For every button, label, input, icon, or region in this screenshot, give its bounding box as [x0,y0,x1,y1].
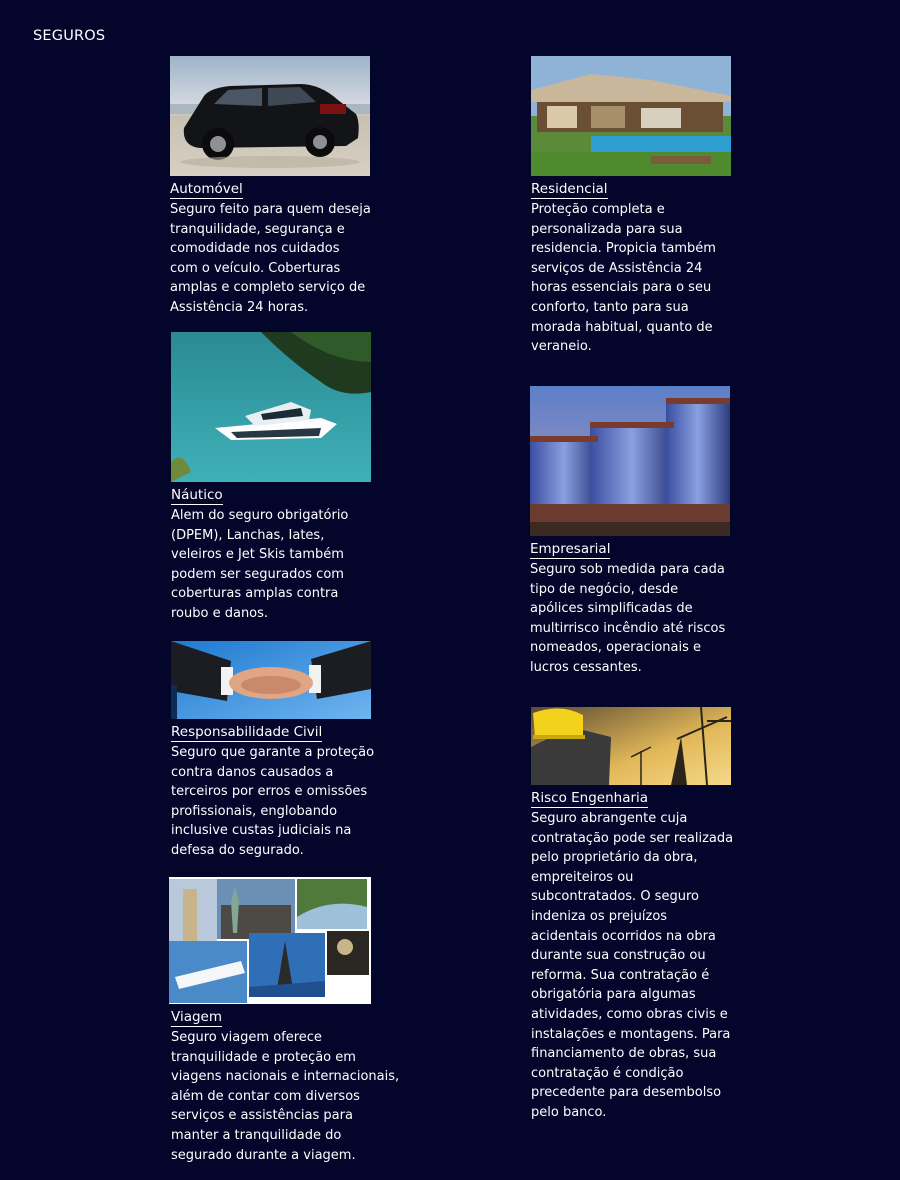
card-title-nautico[interactable]: Náutico [171,487,223,503]
card-description-risco-engenharia: Seguro abrangente cuja contratação pode ser realizada pelo proprietário da obra, empreiteiros ou subcontratados. O seguro indeniza os prejuízos acidentais ocorridos na obra durante sua construção ou reforma. Sua contratação é obrigatória para algumas atividades, como obras civis e instalações e montagens. Para financiamento de obras, sua contratação é condição precedente para desembolso pelo banco. [531,811,734,1120]
card-description-viagem: Seguro viagem oferece tranquilidade e proteção em viagens nacionais e internacionais, além de contar com diversos serviços e assistências para manter a tranquilidade do segurado durante a viagem. [171,1030,400,1163]
card-description-empresarial: Seguro sob medida para cada tipo de negócio, desde apólices simplificadas de multirrisco incêndio até riscos nomeados, operacionais e lucros cessantes. [530,562,726,675]
card-nautico [171,332,401,624]
office-building-photo [530,386,730,536]
card-description-residencial: Proteção completa e personalizada para sua residencia. Propicia também serviços de Assistência 24 horas essenciais para o seu conforto, tanto para sua morada habitual, quanto de veraneio. [531,202,716,355]
card-description-automovel: Seguro feito para quem deseja tranquilidade, segurança e comodidade nos cuidados com o veículo. Coberturas amplas e completo serviço de Assistência 24 horas. [170,202,371,315]
handshake-photo [171,641,371,719]
card-risco-engenharia [531,707,761,1123]
travel-collage-photo [169,877,371,1004]
card-title-automovel[interactable]: Automóvel [170,181,243,197]
card-description-nautico: Alem do seguro obrigatório (DPEM), Lanchas, Iates, veleiros e Jet Skis também podem ser segurados com coberturas amplas contra roubo e danos. [171,508,349,621]
house-pool-photo [531,56,731,176]
card-title-risco-engenharia[interactable]: Risco Engenharia [531,790,649,806]
page-title: SEGUROS [33,28,106,44]
car-photo [170,56,370,176]
card-description-responsabilidade-civil: Seguro que garante a proteção contra danos causados a terceiros por erros e omissões profissionais, englobando inclusive custas judiciais na defesa do segurado. [171,745,375,858]
card-empresarial [530,386,760,678]
card-residencial [531,56,761,357]
yacht-photo [171,332,371,482]
card-title-residencial[interactable]: Residencial [531,181,608,197]
card-title-empresarial[interactable]: Empresarial [530,541,611,557]
card-viagem [169,877,409,1165]
construction-photo [531,707,731,785]
card-responsabilidade-civil [171,641,401,861]
card-title-viagem[interactable]: Viagem [171,1009,222,1025]
card-automovel [170,56,400,318]
card-title-responsabilidade-civil[interactable]: Responsabilidade Civil [171,724,323,740]
